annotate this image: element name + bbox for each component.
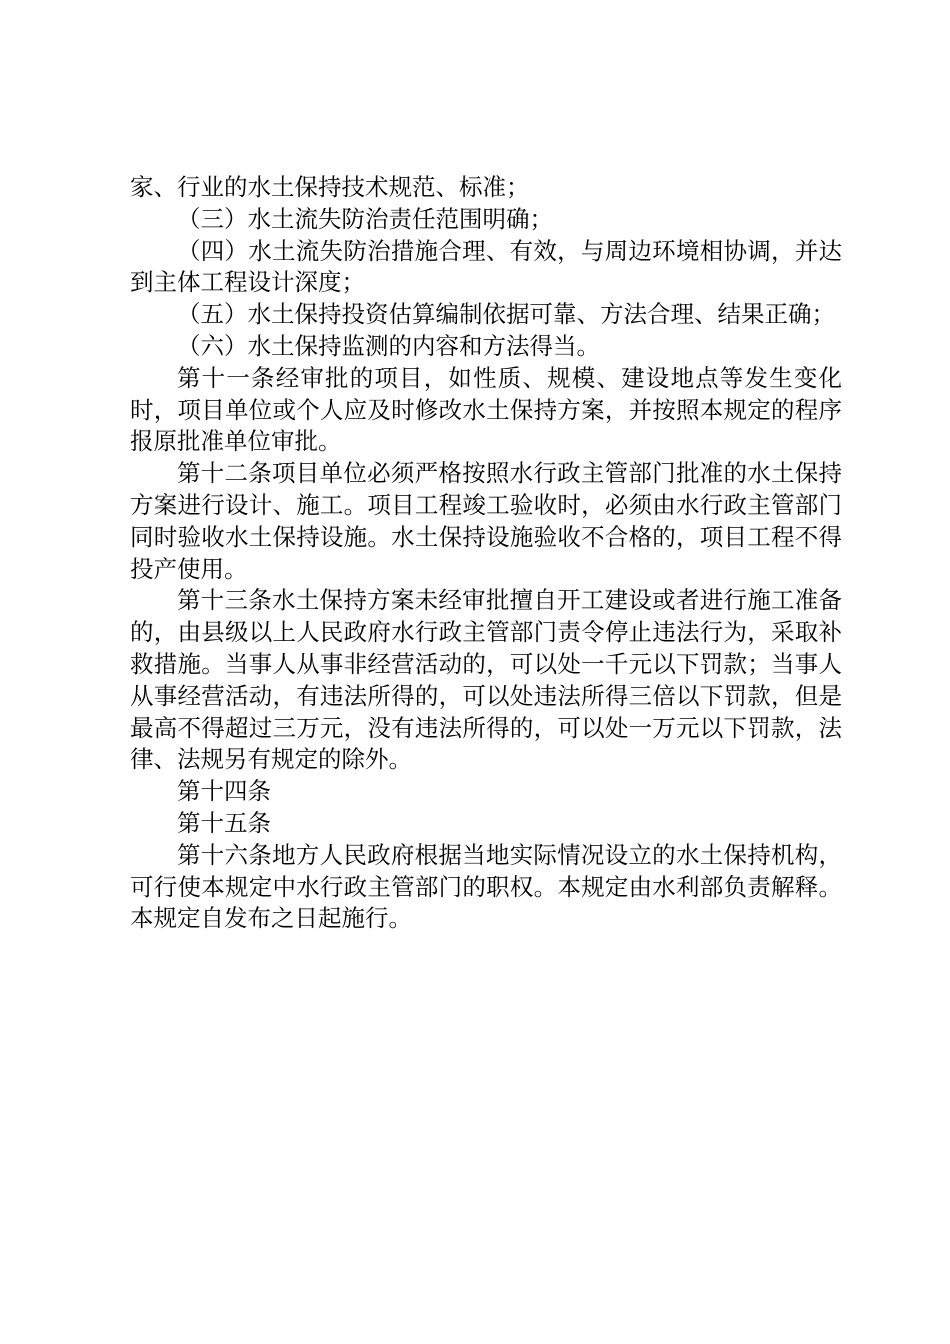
paragraph-item-6: （六）水土保持监测的内容和方法得当。 bbox=[177, 331, 600, 360]
document-body bbox=[130, 172, 842, 935]
paragraph-continuation: 家、行业的水土保持技术规范、标准； bbox=[130, 173, 530, 201]
paragraph-item-3: （三）水土流失防治责任范围明确； bbox=[177, 204, 553, 233]
paragraph-article-15: 第十五条 bbox=[177, 808, 271, 837]
paragraph-article-13: 第十三条水土保持方案未经审批擅自开工建设或者进行施工准备的，由县级以上人民政府水行政主管部门责令停止违法行为，采取补救措施。当事人从事非经营活动的，可以处一千元以下罚款；当事人从事经营活动，有违法所得的，可以处违法所得三倍以下罚款，但是最高不得超过三万元，没有违法所得的，可以处一万元以下罚款，法律、法规另有规定的除外。 bbox=[130, 586, 842, 774]
paragraph-article-16: 第十六条地方人民政府根据当地实际情况设立的水土保持机构，可行使本规定中水行政主管部门的职权。本规定由水利部负责解释。本规定自发布之日起施行。 bbox=[130, 840, 842, 933]
paragraph-article-14: 第十四条 bbox=[177, 777, 271, 806]
paragraph-article-12: 第十二条项目单位必须严格按照水行政主管部门批准的水土保持方案进行设计、施工。项目工程竣工验收时，必须由水行政主管部门同时验收水土保持设施。水土保持设施验收不合格的，项目工程不得投产使用。 bbox=[130, 459, 842, 583]
paragraph-article-11: 第十一条经审批的项目，如性质、规模、建设地点等发生变化时，项目单位或个人应及时修改水土保持方案，并按照本规定的程序报原批准单位审批。 bbox=[130, 363, 842, 456]
paragraph-item-5: （五）水土保持投资估算编制依据可靠、方法合理、结果正确； bbox=[177, 300, 835, 329]
paragraph-item-4: （四）水土流失防治措施合理、有效，与周边环境相协调，并达到主体工程设计深度； bbox=[130, 236, 842, 297]
